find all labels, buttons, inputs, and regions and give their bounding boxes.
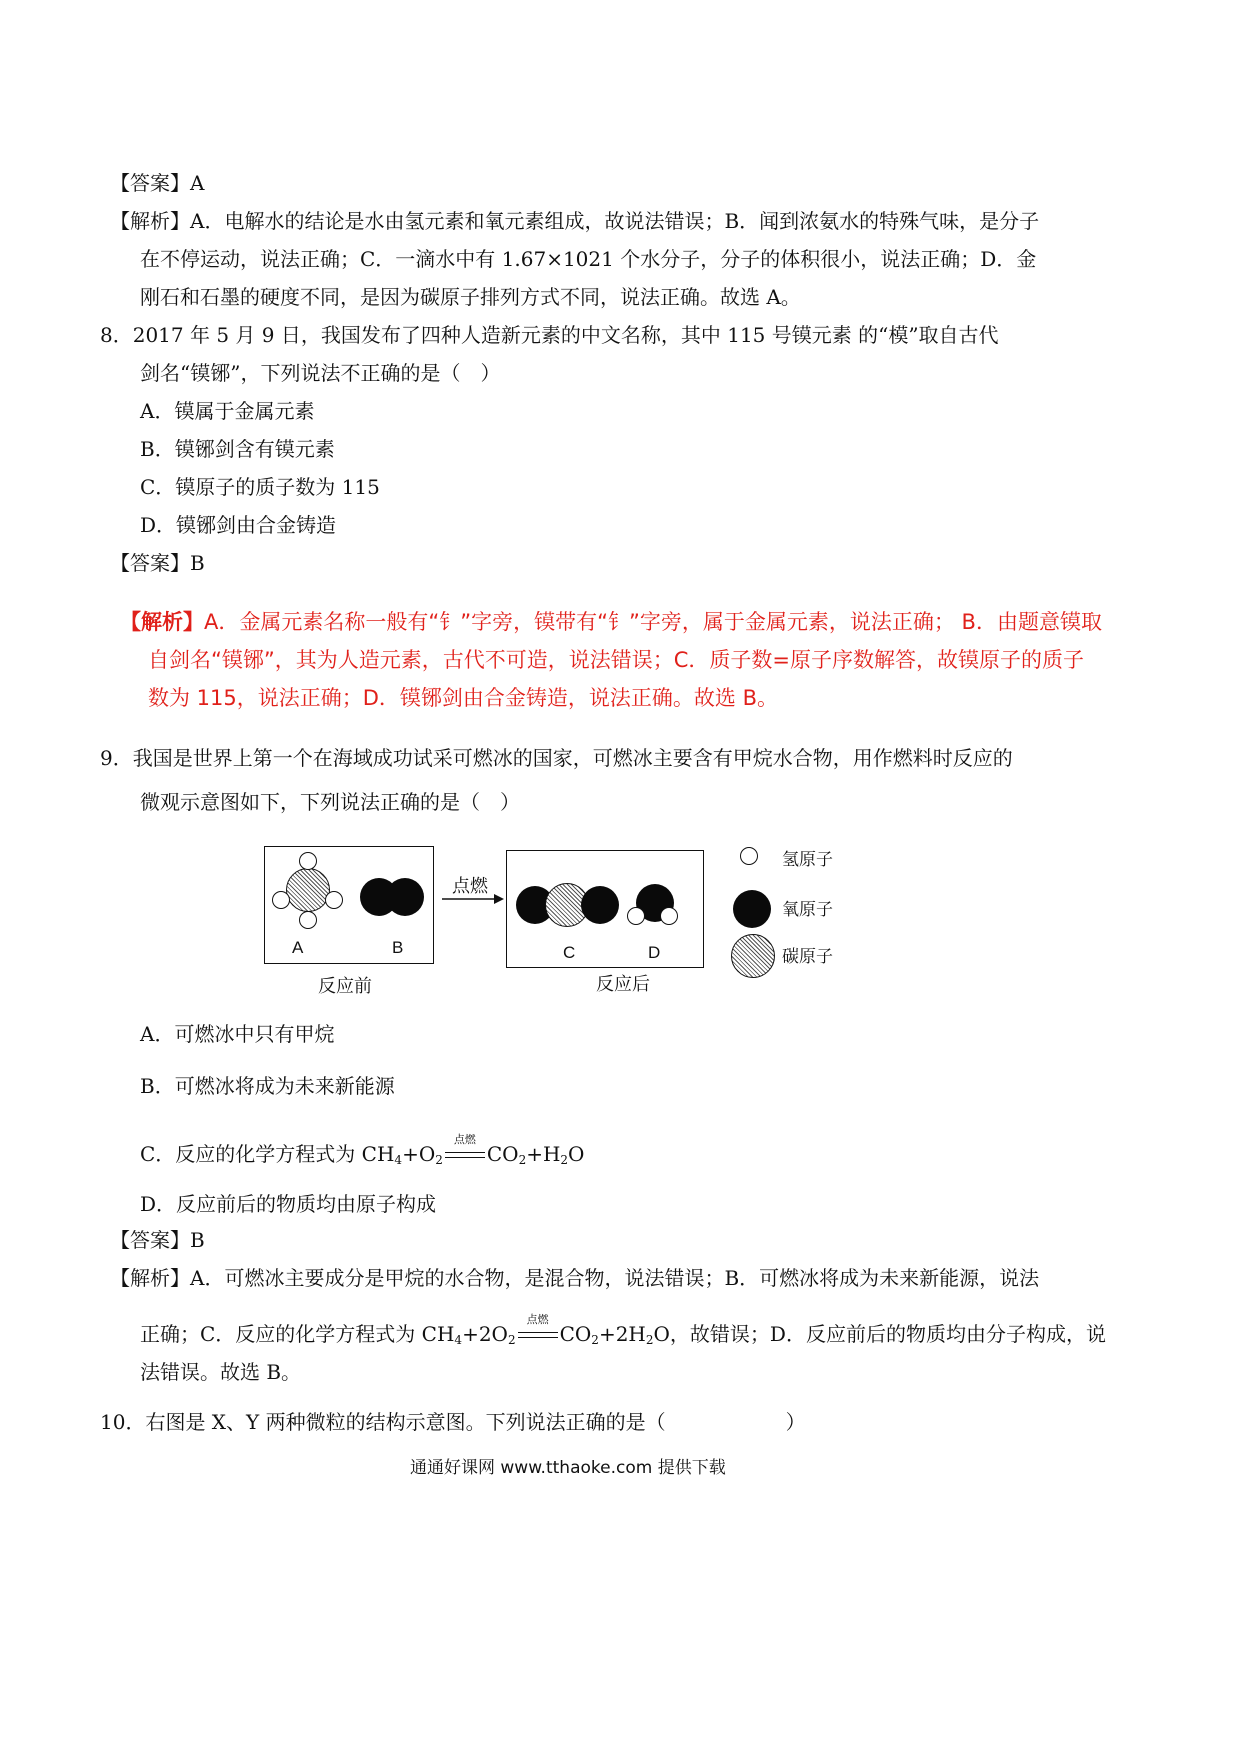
condition-label: 点燃 — [453, 1132, 476, 1146]
page-footer: 通通好课网 www.tthaoke.com 提供下载 — [410, 1458, 726, 1478]
q8-stem-line-2: 剑名“镆铘”，下列说法不正确的是（ ） — [140, 361, 501, 385]
q8-analysis-line-2: 自剑名“镆铘”，其为人造元素，古代不可造，说法错误；C．质子数=原子序数解答，故镆原子的质子 — [148, 648, 1085, 672]
q9-stem-line-2: 微观示意图如下，下列说法正确的是（ ） — [140, 790, 520, 814]
q8-option-b: B．镆铘剑含有镆元素 — [140, 437, 335, 461]
q9-analysis-prefix: 正确；C．反应的化学方程式为 — [140, 1322, 422, 1346]
q9-analysis-line-3: 法错误。故选 B。 — [140, 1360, 302, 1384]
label-a: A — [292, 938, 304, 957]
q8-analysis-line-1 — [120, 608, 1102, 636]
label-d: D — [648, 943, 661, 962]
label-c: C — [563, 943, 576, 962]
q8-analysis-text-1: A．金属元素名称一般有“钅”字旁，镆带有“钅”字旁，属于金属元素，说法正确； B．由题意镆取 — [204, 610, 1102, 634]
label-b: B — [392, 938, 404, 957]
hydrogen-legend-icon — [740, 847, 758, 865]
hydrogen-atom — [660, 907, 678, 925]
q9-option-c — [140, 1132, 585, 1174]
q9-option-a: A．可燃冰中只有甲烷 — [140, 1022, 335, 1046]
q9-analysis-line-1: 【解析】A．可燃冰主要成分是甲烷的水合物，是混合物，说法错误；B．可燃冰将成为未来新能源，说法 — [110, 1266, 1040, 1290]
reaction-arrow-icon — [440, 892, 506, 906]
q9-stem-line-1: 9．我国是世界上第一个在海域成功试采可燃冰的国家，可燃冰主要含有甲烷水合物，用作燃料时反应的 — [100, 746, 1013, 770]
hydrogen-atom — [325, 891, 343, 909]
q7-analysis-line-2: 在不停运动，说法正确；C．一滴水中有 1.67×1021 个水分子，分子的体积很小，说法正确；D．金 — [140, 247, 1037, 271]
q8-analysis-label: 【解析】 — [120, 610, 204, 634]
condition-label: 点燃 — [526, 1312, 549, 1326]
hydrogen-atom — [299, 911, 317, 929]
legend-oxygen: 氧原子 — [782, 900, 833, 919]
arrow-label: 点燃 — [452, 876, 488, 896]
carbon-atom — [286, 868, 330, 912]
q10-stem: 10．右图是 X、Y 两种微粒的结构示意图。下列说法正确的是（ ） — [100, 1410, 806, 1434]
legend-hydrogen: 氢原子 — [782, 850, 833, 869]
oxygen-legend-icon — [733, 890, 771, 928]
q8-option-d: D．镆铘剑由合金铸造 — [140, 513, 337, 537]
legend-carbon: 碳原子 — [782, 947, 833, 966]
q7-answer: 【答案】A — [110, 171, 205, 195]
equation-rhs: $CO_2+2H_2O$ — [559, 1322, 670, 1347]
q9-option-d: D．反应前后的物质均由原子构成 — [140, 1192, 437, 1216]
before-label: 反应前 — [318, 976, 372, 996]
q8-stem-line-1: 8．2017 年 5 月 9 日，我国发布了四种人造新元素的中文名称，其中 115 号镆元素 的“模”取自古代 — [100, 323, 999, 347]
q7-analysis-line-1: 【解析】A．电解水的结论是水由氢元素和氧元素组成，故说法错误；B．闻到浓氨水的特殊气味，是分子 — [110, 209, 1040, 233]
hydrogen-atom — [299, 852, 317, 870]
q8-option-a: A．镆属于金属元素 — [140, 399, 315, 423]
oxygen-atom — [581, 886, 619, 924]
hydrogen-atom — [272, 891, 290, 909]
after-label: 反应后 — [596, 974, 650, 994]
hydrogen-atom — [627, 907, 645, 925]
q8-answer: 【答案】B — [110, 551, 205, 575]
q8-analysis-line-3: 数为 115，说法正确；D．镆铘剑由合金铸造，说法正确。故选 B。 — [148, 686, 779, 710]
equals-sign — [516, 1312, 560, 1346]
q9-analysis-suffix: ，故错误；D．反应前后的物质均由分子构成，说 — [669, 1322, 1106, 1346]
equation-lhs: $CH_4+2O_2$ — [421, 1322, 516, 1347]
carbon-legend-icon — [731, 934, 775, 978]
q9-analysis-line-2 — [140, 1312, 1106, 1354]
equation-lhs: $CH_4+O_2$ — [361, 1142, 443, 1167]
q9-option-b: B．可燃冰将成为未来新能源 — [140, 1074, 395, 1098]
equals-sign — [443, 1132, 487, 1166]
q9-option-c-prefix: C．反应的化学方程式为 — [140, 1142, 362, 1166]
oxygen-atom — [386, 878, 424, 916]
equation-rhs: $CO_2+H_2O$ — [486, 1142, 585, 1167]
q9-answer: 【答案】B — [110, 1228, 205, 1252]
q7-analysis-line-3: 刚石和石墨的硬度不同，是因为碳原子排列方式不同，说法正确。故选 A。 — [140, 285, 801, 309]
q8-option-c: C．镆原子的质子数为 115 — [140, 475, 380, 499]
